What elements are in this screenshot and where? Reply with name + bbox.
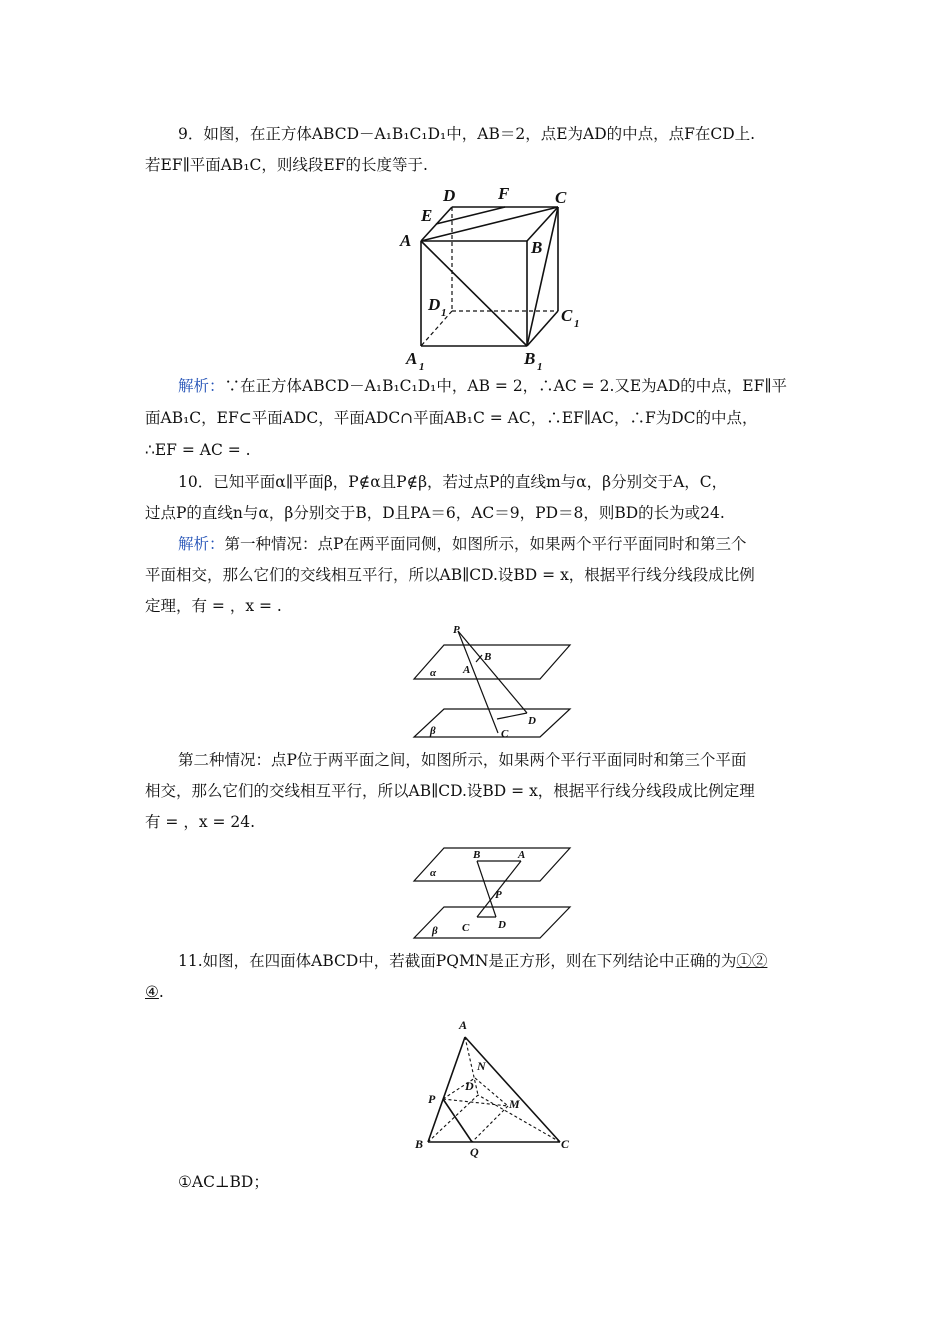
a9-line2: 面AB₁C，EF⊂平面ADC，平面ADC∩平面AB₁C = AC，∴EF∥AC，∴F为DC的中点， <box>145 409 758 427</box>
planes-figure-between <box>410 843 575 943</box>
label-B: B <box>484 651 492 663</box>
q11-item1: ①AC⊥BD； <box>178 1173 269 1191</box>
q9-line2: 若EF∥平面AB₁C，则线段EF的长度等于. <box>145 156 428 174</box>
a10-line2: 平面相交，那么它们的交线相互平行，所以AB∥CD.设BD = x，根据平行线分线段成比例 <box>145 566 755 584</box>
label-B: B <box>531 238 543 257</box>
label-D: D <box>528 715 536 727</box>
label-D: D <box>443 186 456 205</box>
label-N: N <box>477 1059 486 1073</box>
q11-line2 <box>145 982 810 1002</box>
label-Q: Q <box>470 1145 479 1159</box>
label-B1: B <box>524 349 536 368</box>
label-A: A <box>459 1018 468 1032</box>
label-A: A <box>463 664 471 676</box>
a10b-line2: 相交，那么它们的交线相互平行，所以AB∥CD.设BD = x，根据平行线分线段成比例定理 <box>145 782 755 800</box>
q11-answer-part1: ①② <box>736 952 768 970</box>
label-P: P <box>428 1092 436 1106</box>
label-C1: C <box>561 306 573 325</box>
tetrahedron-figure <box>410 1015 575 1157</box>
a9-line3: ∴EF = AC = . <box>145 441 251 459</box>
label-C: C <box>555 188 567 207</box>
label-C: C <box>561 1137 570 1151</box>
label-C: C <box>501 728 509 740</box>
label-M: M <box>509 1097 520 1111</box>
label-B: B <box>473 849 481 861</box>
q10-line1: 10．已知平面α∥平面β，P∉α且P∉β，若过点P的直线m与α，β分别交于A，C， <box>178 473 728 491</box>
label-A: A <box>518 849 526 861</box>
label-B: B <box>415 1137 424 1151</box>
label-F: F <box>498 184 510 203</box>
label-E: E <box>421 206 433 225</box>
label-beta: β <box>430 725 436 737</box>
a10-text1: 第一种情况：点P在两平面同侧，如图所示，如果两个平行平面同时和第三个 <box>224 535 747 553</box>
q9-line1: 9．如图，在正方体ABCD－A₁B₁C₁D₁中，AB＝2，点E为AD的中点，点F在CD上. <box>178 125 756 143</box>
label-D1: D <box>428 295 441 314</box>
label-D: D <box>498 919 506 931</box>
label-A: A <box>400 231 412 250</box>
label-C1-sub: 1 <box>574 318 580 330</box>
label-alpha: α <box>430 867 437 879</box>
a9-line1 <box>178 376 810 396</box>
analysis-tag: 解析： <box>178 377 225 395</box>
label-D1-sub: 1 <box>441 307 447 319</box>
a9-text1: ∵在正方体ABCD－A₁B₁C₁D₁中，AB = 2，∴AC = 2.又E为AD的中点，EF∥平 <box>224 377 788 395</box>
a10-line3: 定理，有 = ，x = . <box>145 597 282 615</box>
a10-line1 <box>178 534 810 554</box>
label-A1-sub: 1 <box>419 361 425 373</box>
label-P: P <box>453 624 460 636</box>
q11-text: 11.如图，在四面体ABCD中，若截面PQMN是正方形，则在下列结论中正确的为 <box>178 952 737 970</box>
label-A1: A <box>406 349 418 368</box>
q10-line2: 过点P的直线n与α，β分别交于B，D且PA＝6，AC＝9，PD＝8，则BD的长为或24. <box>145 504 725 522</box>
a10b-line3: 有 = ，x = 24. <box>145 813 256 831</box>
a10b-line1: 第二种情况：点P位于两平面之间，如图所示，如果两个平行平面同时和第三个平面 <box>178 751 747 769</box>
planes-figure-same-side <box>410 622 575 742</box>
q11-line1 <box>178 951 810 971</box>
q11-suffix: . <box>158 983 164 1001</box>
label-D: D <box>465 1079 474 1093</box>
label-C: C <box>462 922 470 934</box>
analysis-tag: 解析： <box>178 535 225 553</box>
cube-figure <box>395 184 595 374</box>
q11-answer-part2: ④ <box>145 983 159 1001</box>
label-P: P <box>495 889 502 901</box>
label-beta: β <box>432 925 438 937</box>
label-B1-sub: 1 <box>537 361 543 373</box>
label-alpha: α <box>430 667 437 679</box>
